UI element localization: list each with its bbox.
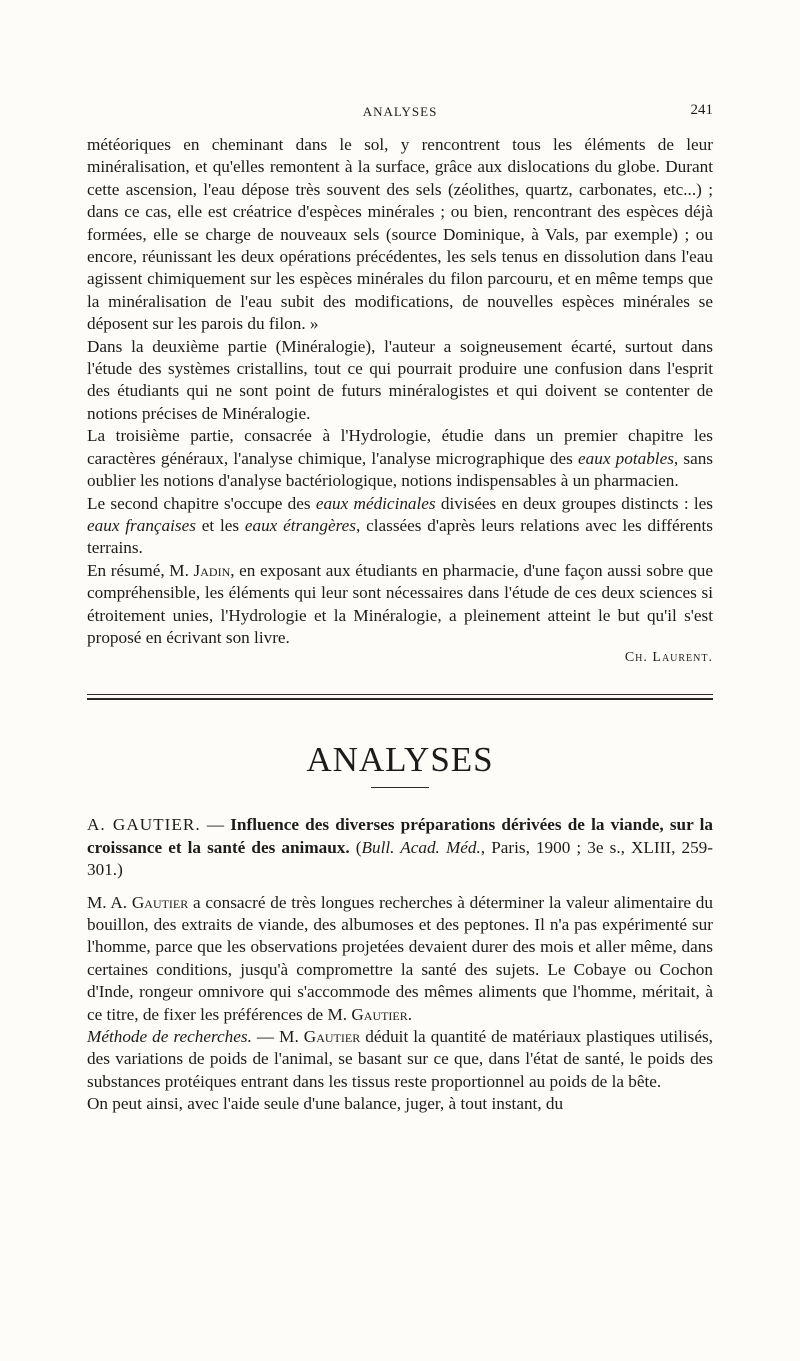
paragraph-2: Dans la deuxième partie (Minéralogie), l'auteur a soigneusement écarté, surtout dans l'étude des systèmes cristallins, tout ce qui pourrait produire une confusion dans l'esprit des étudiants qui ne sont point de futurs minéralogistes et qui doivent se contenter de notions précises de Minéralogie. xyxy=(87,336,713,423)
title-underline xyxy=(371,787,429,788)
italic-term: eaux étrangères xyxy=(244,515,356,535)
paragraph-4 xyxy=(87,493,713,560)
text-span: La troisième partie, consacrée à l'Hydrologie, étudie dans un premier chapitre les caractères généraux, l'analyse chimique, l'analyse micrographique des xyxy=(87,426,713,468)
text-span: divisées en deux groupes distincts : les xyxy=(435,493,713,513)
citation-author: A. GAUTIER. xyxy=(87,815,201,835)
paragraph-3 xyxy=(87,425,713,492)
text-span: — M. xyxy=(251,1027,304,1046)
section-title: ANALYSES xyxy=(306,740,494,780)
text-span: déduit la quantité de matériaux plastiques utilisés, des variations de poids de l'animal, se basant sur ce que, dans l'état de santé, le poids des substances protéiques entrant dans les tissus reste proportionnel au poids de la bête. xyxy=(87,1027,713,1091)
paragraph-7 xyxy=(87,1026,713,1093)
text-span: Le second chapitre s'occupe des xyxy=(87,493,316,513)
citation-title: Influence des diverses préparations dérivées de la viande, sur la croissance et la santé des animaux. xyxy=(87,815,714,857)
section-divider xyxy=(87,694,713,700)
paragraph-5 xyxy=(87,560,713,650)
text-span: . xyxy=(407,1004,413,1024)
page xyxy=(87,104,713,1116)
page-number: 241 xyxy=(690,102,713,118)
italic-term: eaux potables xyxy=(578,448,674,468)
author-name: Gautier xyxy=(131,892,189,912)
text-span: et les xyxy=(195,515,245,535)
review-signature: Ch. Laurent. xyxy=(624,650,713,666)
paragraph-8: On peut ainsi, avec l'aide seule d'une balance, juger, à tout instant, du xyxy=(87,1094,564,1114)
text-span: , en exposant aux étudiants en pharmacie, d'une façon aussi sobre que compréhensible, les éléments qui leur sont nécessaires dans l'étude de ces deux sciences si étroitement unies, l'Hydrologie et la Minéralogie, a pleinement atteint le but qu'il s'est proposé en écrivant son livre. xyxy=(87,560,713,647)
text-span: , classées d'après leurs relations avec les différents terrains. xyxy=(87,515,713,558)
citation xyxy=(87,814,713,881)
italic-heading: Méthode de recherches. xyxy=(87,1027,252,1046)
citation-source: Bull. Acad. Méd. xyxy=(361,837,481,857)
author-name: Gautier xyxy=(351,1004,408,1024)
paragraph-1: météoriques en cheminant dans le sol, y rencontrent tous les éléments de leur minéralisation, et qu'elles remontent à la surface, grâce aux dislocations du globe. Durant cette ascension, l'eau dépose très souvent des sels (zéolithes, quartz, carbonates, etc...) ; dans ce cas, elle est créatrice d'espèces minérales ; ou bien, rencontrant des espèces déjà formées, elle se charge de nouveaux sels (source Dominique, à Vals, par exemple) ; ou encore, réunissant les deux opérations précédentes, les sels tenus en dissolution dans l'eau agissent chimiquement sur les espèces minérales du filon parcouru, et en même temps que la minéralisation de l'eau subit des modifications, de nouvelles espèces minérales se déposent sur les parois du filon. » xyxy=(87,135,713,334)
text-span: M. A. xyxy=(87,892,132,912)
running-head xyxy=(87,104,713,134)
text-span: ( xyxy=(349,837,362,857)
text-span: En résumé, M. xyxy=(87,560,194,580)
text-span: — xyxy=(200,815,231,835)
running-title: ANALYSES xyxy=(362,104,438,119)
divider-thin-line xyxy=(87,694,713,695)
text-span: a consacré de très longues recherches à déterminer la valeur alimentaire du bouillon, des extraits de viande, des albumoses et des peptones. Il n'a pas expérimenté sur l'homme, parce que les observations projetées devaient durer des mois et aller même, dans certaines conditions, jusqu'à compromettre la santé des sujets. Le Cobaye ou Cochon d'Inde, rongeur omnivore qui s'accommode des mêmes aliments que l'homme, méritait, à ce titre, de fixer les préférences de M. xyxy=(87,892,713,1024)
italic-term: eaux médicinales xyxy=(315,493,436,513)
author-name: Jadin xyxy=(193,560,231,580)
divider-thick-line xyxy=(87,698,713,700)
citation-details: , Paris, 1900 ; 3e s., XLIII, 259-301.) xyxy=(87,837,713,880)
text-span: , sans oublier les notions d'analyse bactériologique, notions indispensables à un pharmacien. xyxy=(87,448,713,491)
author-name: Gautier xyxy=(303,1027,361,1046)
paragraph-6 xyxy=(87,892,713,1026)
italic-term: eaux françaises xyxy=(87,515,196,535)
